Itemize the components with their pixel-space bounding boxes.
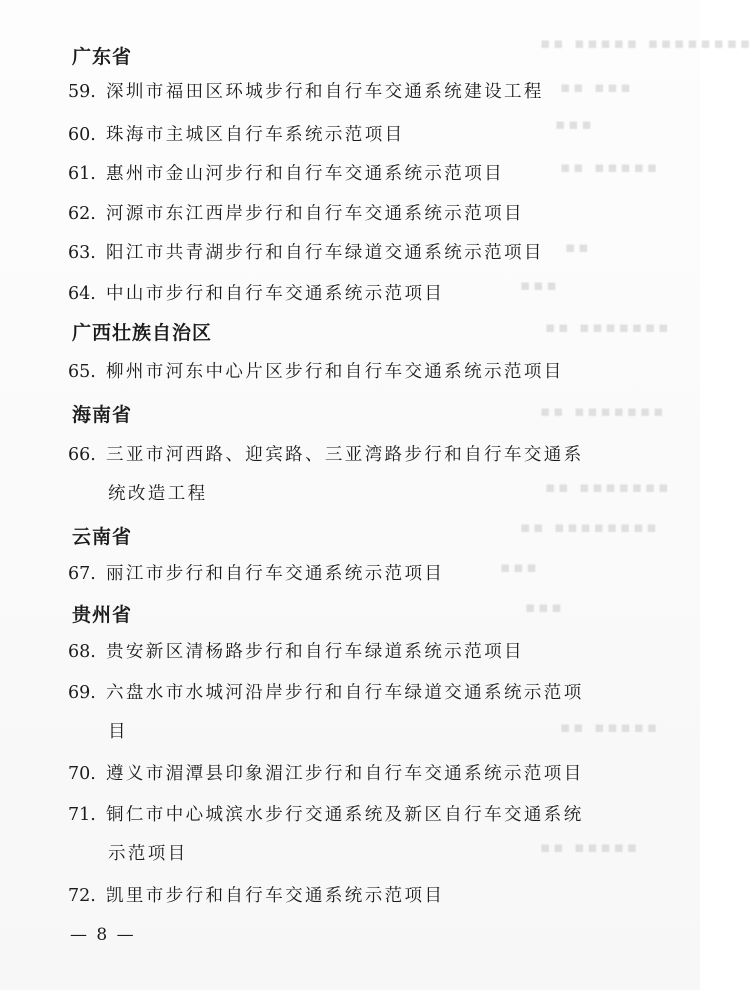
item-number: 72 . bbox=[68, 886, 106, 906]
item-number: 69 . bbox=[68, 683, 106, 703]
list-item bbox=[68, 801, 584, 826]
item-number: 67 . bbox=[68, 564, 106, 584]
province-heading: 广西壮族自治区 bbox=[72, 322, 213, 344]
province-heading: 海南省 bbox=[72, 404, 133, 426]
list-item bbox=[68, 760, 584, 785]
list-item bbox=[68, 121, 405, 146]
reverse-side-bleed: ▪▪ ▪▪▪▪▪ bbox=[540, 838, 640, 856]
list-item bbox=[68, 358, 564, 383]
list-item bbox=[68, 160, 504, 185]
province-heading: 贵州省 bbox=[72, 604, 133, 626]
item-text: 中山市步行和自行车交通系统示范项目 bbox=[106, 284, 445, 304]
item-text-continuation: 统改造工程 bbox=[108, 484, 208, 504]
item-number: 60 . bbox=[68, 125, 106, 145]
item-text: 贵安新区清杨路步行和自行车绿道系统示范项目 bbox=[106, 642, 524, 662]
item-text: 河源市东江西岸步行和自行车交通系统示范项目 bbox=[106, 204, 524, 224]
item-number: 61 . bbox=[68, 164, 106, 184]
list-item bbox=[68, 280, 444, 305]
reverse-side-bleed: ▪▪ ▪▪▪▪▪▪▪ bbox=[545, 478, 672, 496]
item-text: 珠海市主城区自行车系统示范项目 bbox=[106, 125, 405, 145]
item-text: 三亚市河西路、迎宾路、三亚湾路步行和自行车交通系 bbox=[106, 445, 584, 465]
reverse-side-bleed: ▪▪ ▪▪▪▪▪▪▪▪ bbox=[520, 518, 660, 536]
item-text: 丽江市步行和自行车交通系统示范项目 bbox=[106, 564, 445, 584]
list-item bbox=[68, 638, 524, 663]
item-number: 68 . bbox=[68, 642, 106, 662]
province-heading: 广东省 bbox=[72, 46, 133, 68]
list-item bbox=[68, 78, 544, 103]
item-number: 59 . bbox=[68, 82, 106, 102]
item-number: 70 . bbox=[68, 764, 106, 784]
reverse-side-bleed: ▪▪ ▪▪▪▪▪▪▪ bbox=[545, 318, 672, 336]
list-item bbox=[68, 560, 444, 585]
item-text: 惠州市金山河步行和自行车交通系统示范项目 bbox=[106, 164, 504, 184]
item-number: 71 . bbox=[68, 805, 106, 825]
item-text-continuation: 示范项目 bbox=[108, 844, 188, 864]
item-text: 凯里市步行和自行车交通系统示范项目 bbox=[106, 886, 445, 906]
province-heading: 云南省 bbox=[72, 526, 133, 548]
list-item bbox=[68, 239, 544, 264]
list-item bbox=[68, 441, 584, 466]
item-text: 柳州市河东中心片区步行和自行车交通系统示范项目 bbox=[106, 362, 564, 382]
list-item bbox=[68, 679, 584, 704]
reverse-side-bleed: ▪▪ ▪▪▪▪▪ ▪▪▪▪▪▪▪▪ bbox=[540, 34, 753, 52]
item-number: 65 . bbox=[68, 362, 106, 382]
item-text: 六盘水市水城河沿岸步行和自行车绿道交通系统示范项 bbox=[106, 683, 584, 703]
reverse-side-bleed: ▪▪ ▪▪▪▪▪▪▪ bbox=[540, 402, 667, 420]
item-number: 62 . bbox=[68, 204, 106, 224]
list-item bbox=[68, 200, 524, 225]
reverse-side-bleed: ▪▪▪ bbox=[500, 558, 540, 576]
item-text: 铜仁市中心城滨水步行交通系统及新区自行车交通系统 bbox=[106, 805, 584, 825]
reverse-side-bleed: ▪▪▪ bbox=[520, 276, 560, 294]
item-text: 阳江市共青湖步行和自行车绿道交通系统示范项目 bbox=[106, 243, 544, 263]
reverse-side-bleed: ▪▪▪ bbox=[555, 115, 595, 133]
item-text: 遵义市湄潭县印象湄江步行和自行车交通系统示范项目 bbox=[106, 764, 584, 784]
reverse-side-bleed: ▪▪ ▪▪▪ bbox=[560, 78, 634, 96]
reverse-side-bleed: ▪▪ bbox=[565, 238, 592, 256]
page-number: — 8 — bbox=[70, 925, 136, 945]
item-number: 66 . bbox=[68, 445, 106, 465]
reverse-side-bleed: ▪▪ ▪▪▪▪▪ bbox=[560, 158, 660, 176]
reverse-side-bleed: ▪▪ ▪▪▪▪▪ bbox=[560, 718, 660, 736]
item-number: 63 . bbox=[68, 243, 106, 263]
item-number: 64 . bbox=[68, 284, 106, 304]
item-text-continuation: 目 bbox=[108, 722, 128, 742]
list-item bbox=[68, 882, 444, 907]
reverse-side-bleed: ▪▪▪ bbox=[525, 598, 565, 616]
item-text: 深圳市福田区环城步行和自行车交通系统建设工程 bbox=[106, 82, 544, 102]
